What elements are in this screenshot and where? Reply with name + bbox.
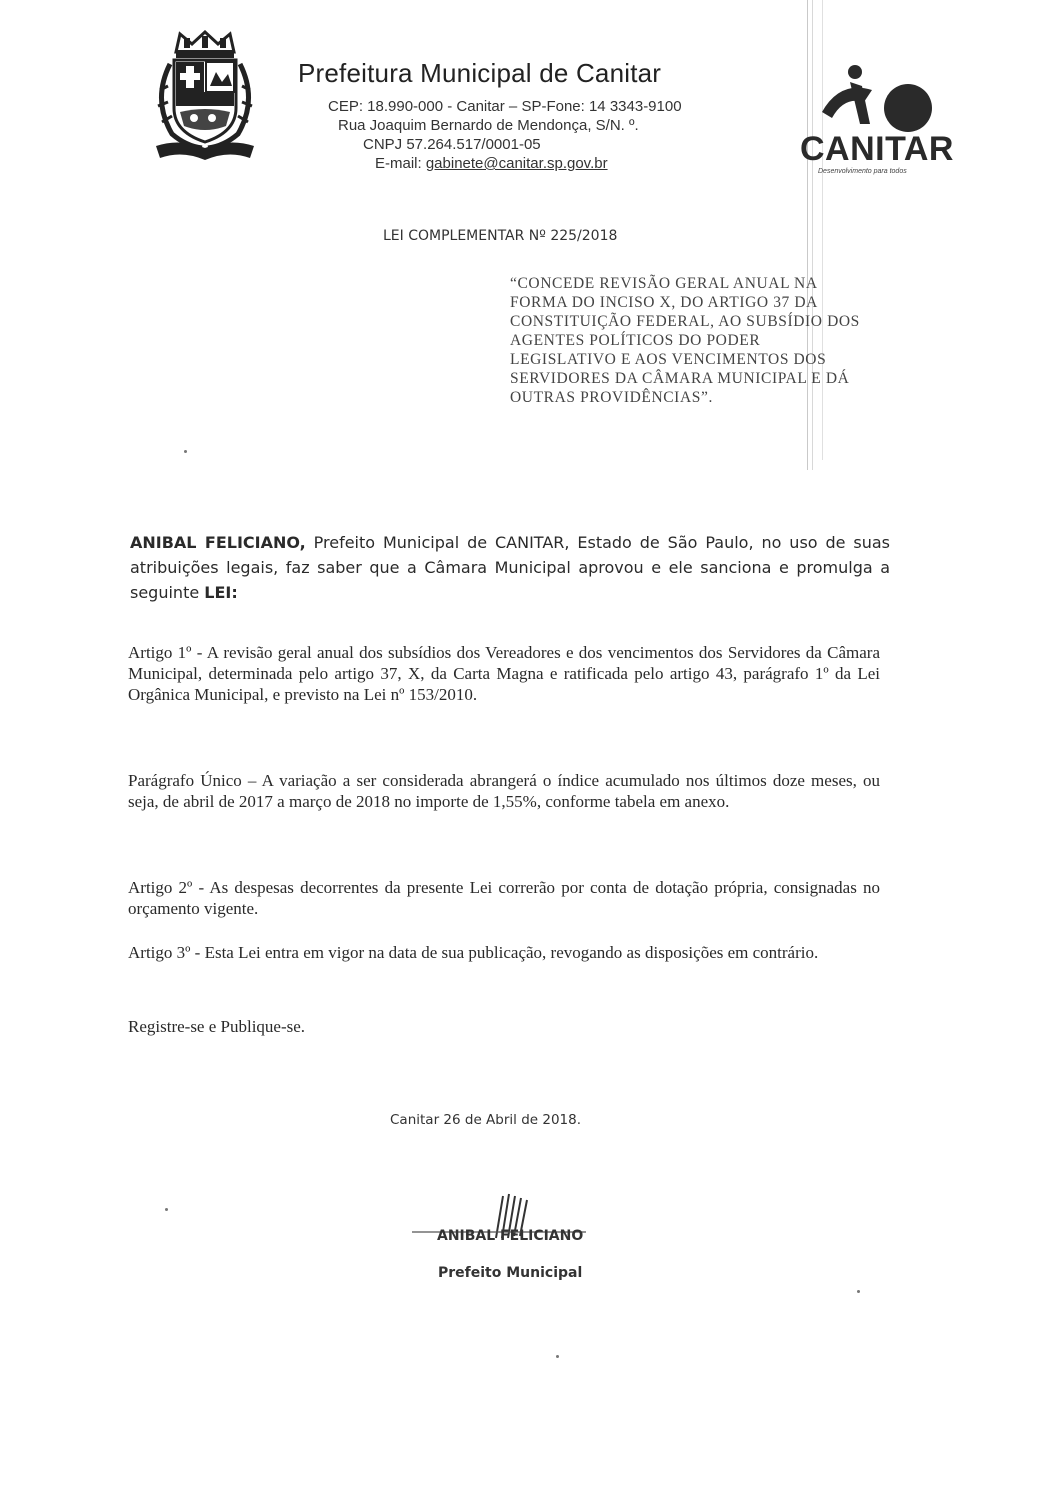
ementa-line: FORMA DO INCISO X, DO ARTIGO 37 DA (510, 294, 818, 311)
ementa-line: AGENTES POLÍTICOS DO PODER (510, 332, 761, 349)
law-summary-ementa (510, 274, 895, 407)
article-3: Artigo 3º - Esta Lei entra em vigor na data de sua publicação, revogando as disposições em contrário. (128, 943, 819, 962)
lei-label: LEI: (204, 583, 238, 602)
closing-statement: Registre-se e Publique-se. (128, 1017, 306, 1036)
institution-title: Prefeitura Municipal de Canitar (298, 58, 662, 88)
sole-paragraph: Parágrafo Único – A variação a ser considerada abrangerá o índice acumulado nos últimos doze meses, ou seja, de abril de 2017 a março de 2018 no importe de 1,55%, conforme tabela em anexo. (128, 771, 880, 811)
email-link[interactable]: gabinete@canitar.sp.gov.br (425, 155, 608, 172)
signer-role: Prefeito Municipal (438, 1265, 583, 1281)
signer-name: ANIBAL FELICIANO (437, 1228, 584, 1244)
email-label: E-mail: (375, 155, 426, 172)
article-2: Artigo 2º - As despesas decorrentes da presente Lei correrão por conta de dotação própria, consignadas no orçamento vigente. (128, 878, 880, 918)
scan-speck (556, 1355, 559, 1358)
ementa-line: CONSTITUIÇÃO FEDERAL, AO SUBSÍDIO DOS (510, 313, 860, 330)
scan-speck (184, 450, 187, 453)
address-line-2: Rua Joaquim Bernardo de Mendonça, S/N. º. (338, 117, 639, 134)
address-line-1: CEP: 18.990-000 - Canitar – SP-Fone: 14 3343-9100 (328, 98, 682, 115)
coat-of-arms-emblem (146, 30, 264, 162)
ementa-line: “CONCEDE REVISÃO GERAL ANUAL NA (510, 275, 818, 292)
date-line: Canitar 26 de Abril de 2018. (390, 1112, 582, 1128)
enactment-paragraph (130, 530, 890, 605)
scan-speck (857, 1290, 860, 1293)
scan-speck (165, 1208, 168, 1211)
email-line (375, 155, 608, 172)
law-number-heading: LEI COMPLEMENTAR Nº 225/2018 (383, 228, 618, 244)
ementa-line: SERVIDORES DA CÂMARA MUNICIPAL E DÁ (510, 370, 850, 387)
enactment-text: Prefeito Municipal de CANITAR, Estado de São Paulo, no uso de suas atribuições legais, faz saber que a Câmara Municipal aprovou e ele sanciona e promulga a seguinte (130, 533, 891, 602)
ementa-line: OUTRAS PROVIDÊNCIAS”. (510, 389, 713, 406)
logo-tagline: Desenvolvimento para todos (818, 168, 907, 175)
canitar-logo (800, 62, 970, 180)
logo-wordmark: CANITAR (800, 130, 954, 168)
ementa-line: LEGISLATIVO E AOS VENCIMENTOS DOS (510, 351, 827, 368)
mayor-name: ANIBAL FELICIANO, (130, 533, 306, 552)
article-1: Artigo 1º - A revisão geral anual dos subsídios dos Vereadores e dos vencimentos dos Servidores da Câmara Municipal, determinada pelo artigo 37, X, da Carta Magna e ratificada pelo artigo 43, parágrafo 1º da Lei Orgânica Municipal, e previsto na Lei nº 153/2010. (128, 643, 880, 704)
cnpj-line: CNPJ 57.264.517/0001-05 (363, 136, 541, 153)
